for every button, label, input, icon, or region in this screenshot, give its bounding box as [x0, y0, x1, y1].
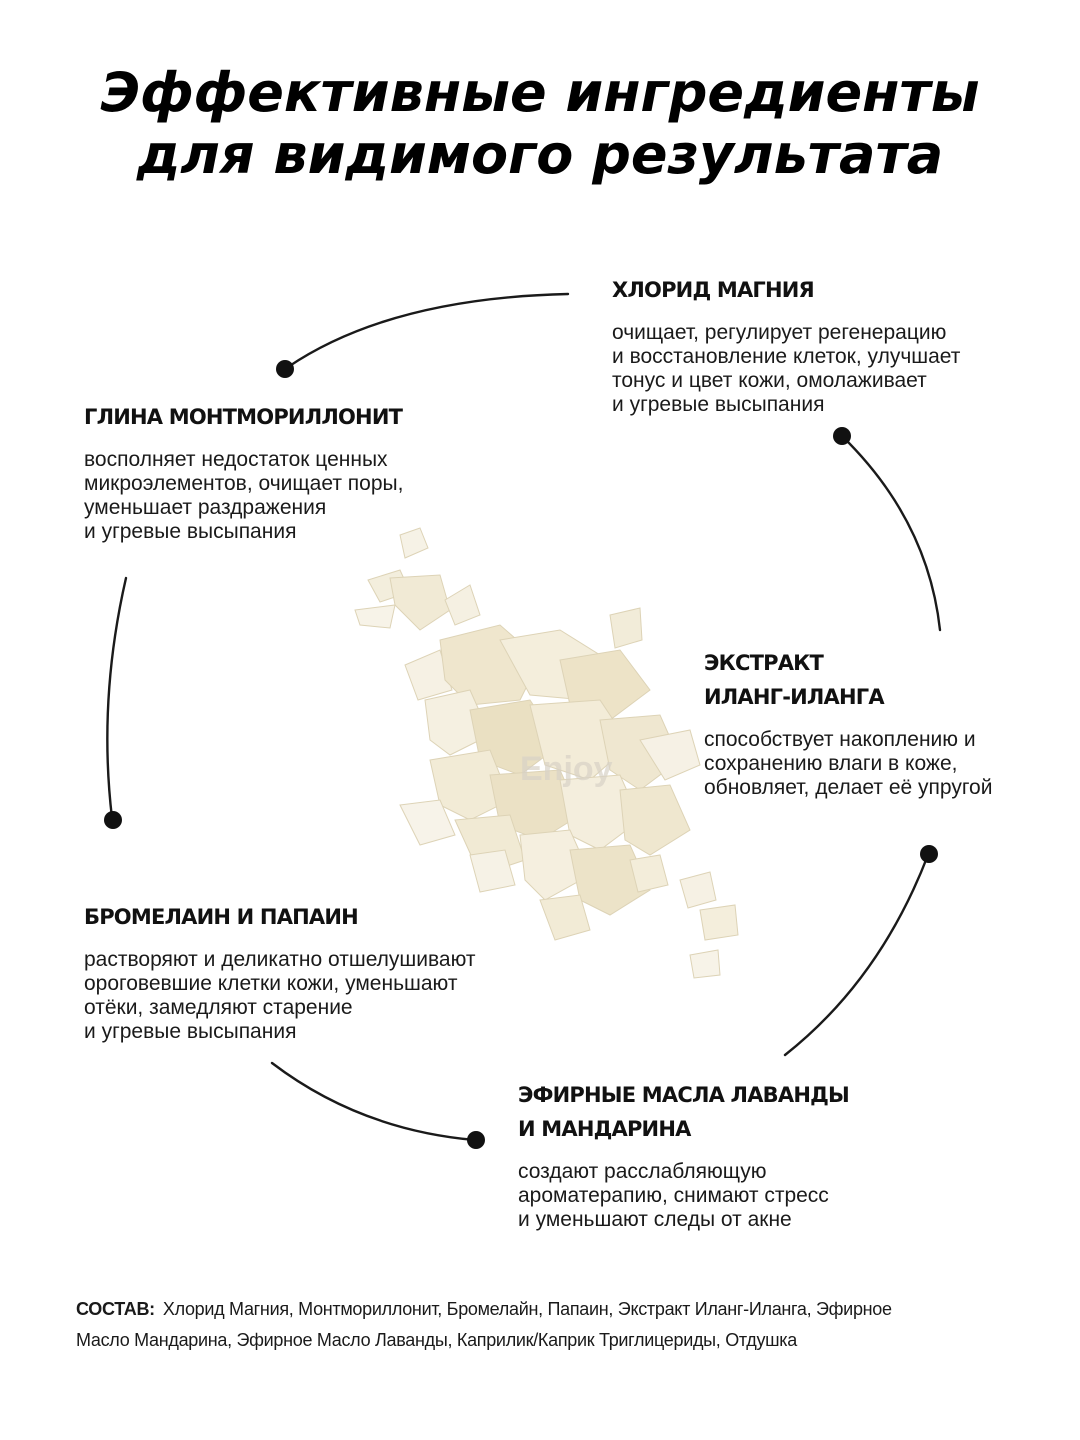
ingredient-description: растворяют и деликатно отшелушивают ороговевшие клетки кожи, уменьшают отёки, замедляют старение и угревые высыпания [84, 948, 476, 1043]
watermark: Enjoy [520, 750, 613, 788]
ingredient-essential-oils [518, 1078, 849, 1232]
arc-bottom [272, 1063, 475, 1140]
composition-line-1: СОСТАВ: Хлорид Магния, Монтмориллонит, Бромелайн, Папаин, Экстракт Иланг-Иланга, Эфирное [76, 1299, 892, 1319]
ingredient-magnesium-chloride [612, 273, 960, 417]
ingredient-heading: ЭКСТРАКТ ИЛАНГ-ИЛАНГА [704, 651, 884, 709]
ingredient-heading: БРОМЕЛАИН И ПАПАИН [84, 905, 358, 929]
ingredient-description: очищает, регулирует регенерацию и восстановление клеток, улучшает тонус и цвет кожи, омолаживает и угревые высыпания [612, 321, 961, 416]
ingredient-heading: ЭФИРНЫЕ МАСЛА ЛАВАНДЫ И МАНДАРИНА [518, 1083, 849, 1141]
ingredient-montmorillonite-clay [84, 400, 403, 544]
ingredient-description: восполняет недостаток ценных микроэлементов, очищает поры, уменьшает раздражения и угревые высыпания [84, 448, 404, 543]
ingredient-heading: ГЛИНА МОНТМОРИЛЛОНИТ [84, 405, 403, 429]
composition [76, 1294, 1056, 1356]
arc-right-upper [842, 436, 940, 630]
dot-marker-4 [920, 845, 938, 863]
arc-top-left [288, 294, 568, 367]
title-line-1: Эффективные ингредиенты [100, 61, 980, 124]
dot-marker-3 [104, 811, 122, 829]
ingredient-description: создают расслабляющую ароматерапию, снимают стресс и уменьшают следы от акне [518, 1160, 829, 1231]
composition-label: СОСТАВ: [76, 1299, 155, 1319]
composition-line-2: Масло Мандарина, Эфирное Масло Лаванды, Каприлик/Каприк Триглицериды, Отдушка [76, 1330, 797, 1350]
arc-left [107, 578, 126, 818]
ingredient-ylang-ylang-extract [704, 646, 992, 800]
dot-marker-5 [467, 1131, 485, 1149]
ingredient-heading: ХЛОРИД МАГНИЯ [612, 278, 814, 302]
dot-marker-1 [276, 360, 294, 378]
ingredient-description: способствует накоплению и сохранению влаги в коже, обновляет, делает её упругой [704, 728, 993, 799]
ingredient-bromelain-papain [84, 900, 476, 1044]
arc-right-lower [785, 855, 928, 1055]
dot-marker-2 [833, 427, 851, 445]
title-line-2: для видимого результата [136, 123, 944, 186]
